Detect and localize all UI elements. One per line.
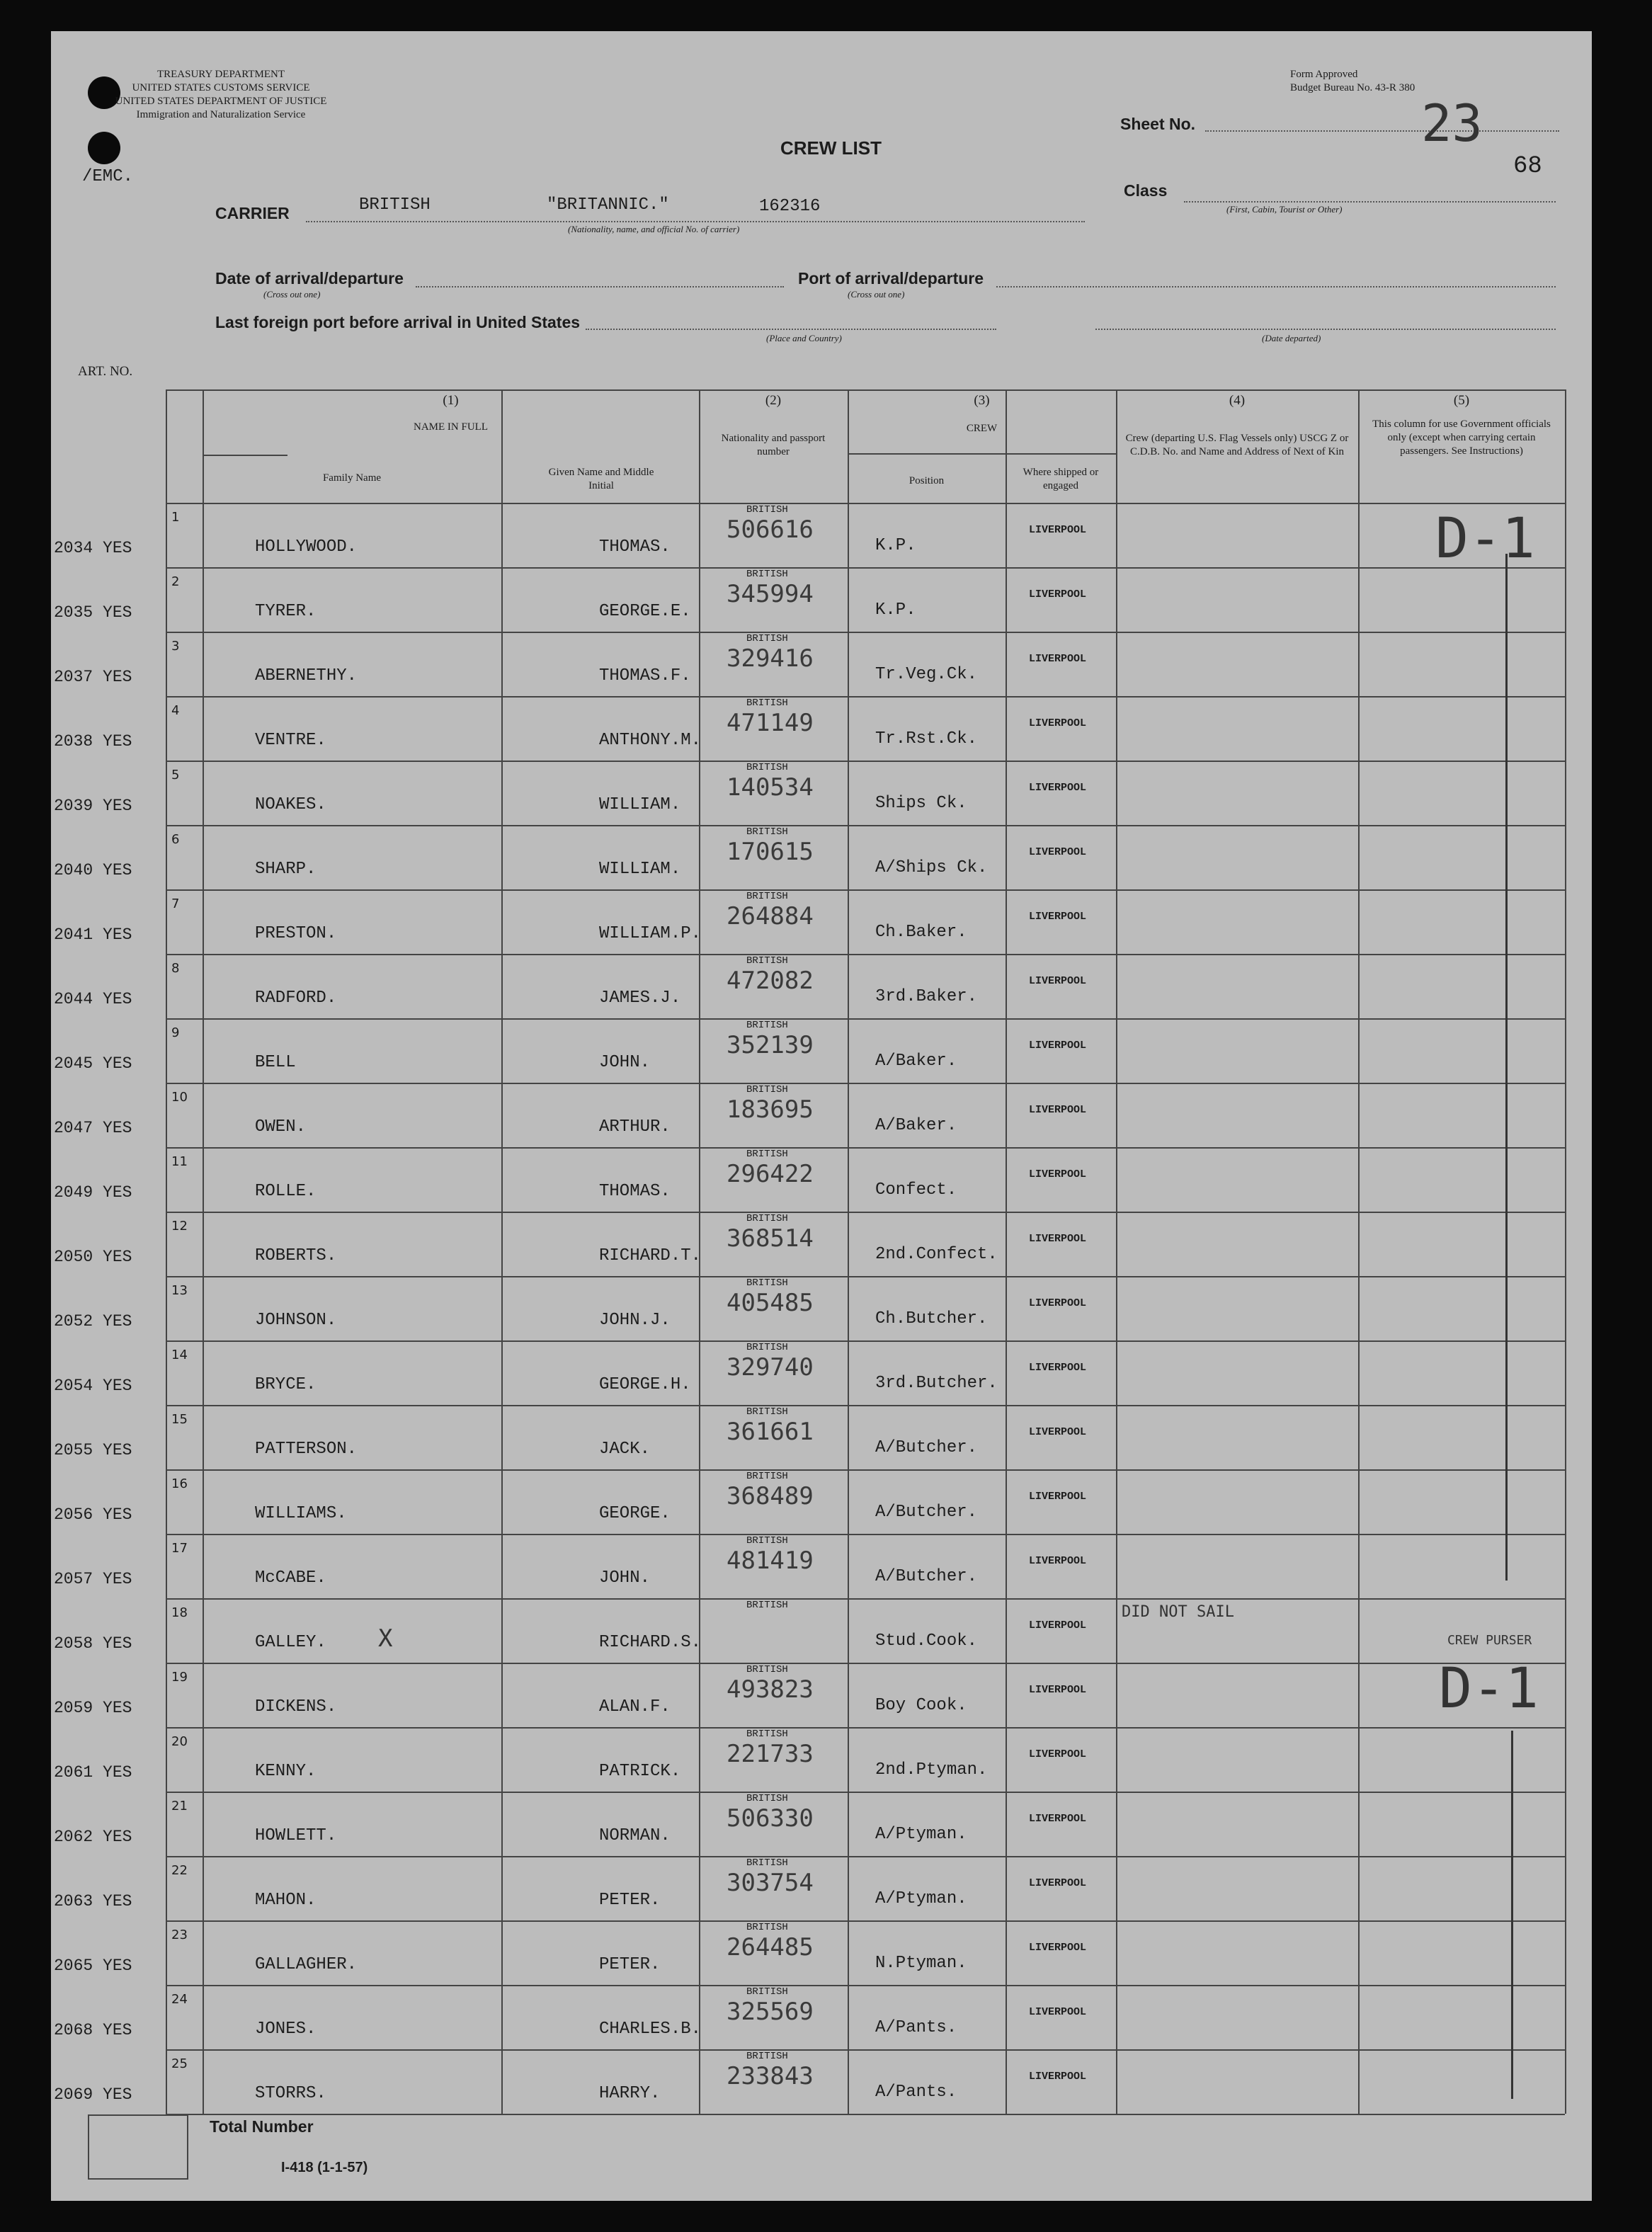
family-name: OWEN.: [255, 1117, 307, 1137]
given-name: NORMAN.: [599, 1826, 671, 1845]
passport-number: 368514: [727, 1224, 814, 1253]
line-number: 20: [171, 1734, 188, 1749]
sheet-underline: [1205, 130, 1559, 132]
shipped-port: LIVERPOOL: [1029, 1104, 1087, 1116]
given-name: WILLIAM.: [599, 860, 681, 879]
d1-mark-bottom: D-1: [1439, 1657, 1539, 1721]
nationality: BRITISH: [746, 1277, 788, 1289]
nationality: BRITISH: [746, 826, 788, 838]
art-number: 2037 YES: [54, 668, 132, 686]
nationality: BRITISH: [746, 1922, 788, 1933]
line-number: 15: [171, 1412, 188, 1427]
shipped-port: LIVERPOOL: [1029, 653, 1087, 665]
crew-position: K.P.: [875, 536, 916, 555]
page-title: CREW LIST: [780, 137, 882, 159]
col1-number: (1): [443, 393, 459, 408]
crew-position: Tr.Veg.Ck.: [875, 665, 978, 684]
crew-position: Confect.: [875, 1180, 957, 1200]
art-number: 2045 YES: [54, 1054, 132, 1073]
col3-number: (3): [974, 393, 990, 408]
art-number: 2063 YES: [54, 1892, 132, 1911]
crew-purser-note: CREW PURSER: [1447, 1633, 1532, 1648]
shipped-port: LIVERPOOL: [1029, 1233, 1087, 1245]
given-name: GEORGE.E.: [599, 602, 691, 621]
line-number: 1: [171, 510, 180, 525]
position-header: Position: [908, 475, 945, 486]
class-hint: (First, Cabin, Tourist or Other): [1226, 204, 1343, 215]
nationality: BRITISH: [746, 1149, 788, 1160]
date-departed-underline: [1095, 329, 1556, 330]
bracket-line-top: [1505, 554, 1508, 1581]
nationality: BRITISH: [746, 1857, 788, 1869]
row-divider: [166, 1534, 1565, 1535]
dept-line: TREASURY DEPARTMENT: [156, 69, 285, 80]
row-divider: [166, 1276, 1565, 1277]
given-name: RICHARD.S.: [599, 1633, 702, 1652]
family-name: JONES.: [255, 2020, 317, 2039]
shipped-port: LIVERPOOL: [1029, 1040, 1087, 1052]
shipped-port: LIVERPOOL: [1029, 1362, 1087, 1374]
art-number: 2065 YES: [54, 1957, 132, 1975]
nationality: BRITISH: [746, 1213, 788, 1224]
crew-position: Ch.Baker.: [875, 923, 967, 942]
crew-position: A/Butcher.: [875, 1438, 978, 1457]
family-name: BRYCE.: [255, 1375, 317, 1394]
art-no-header: ART. NO.: [78, 364, 133, 379]
passport-number: 329416: [727, 644, 814, 673]
family-name: GALLAGHER.: [255, 1955, 358, 1974]
port-underline: [996, 286, 1556, 287]
family-name: McCABE.: [255, 1568, 326, 1588]
given-name: ANTHONY.M.: [599, 731, 702, 750]
family-name: NOAKES.: [255, 795, 326, 814]
carrier-label: CARRIER: [215, 204, 290, 222]
crew-position: 2nd.Confect.: [875, 1245, 998, 1264]
shipped-port: LIVERPOOL: [1029, 1491, 1087, 1503]
nationality: BRITISH: [746, 2051, 788, 2062]
row-divider: [166, 954, 1565, 955]
form-number: I-418 (1-1-57): [281, 2160, 368, 2175]
passport-number: 481419: [727, 1547, 814, 1575]
line-number: 7: [171, 896, 180, 911]
line-number: 5: [171, 768, 180, 782]
family-name: MAHON.: [255, 1891, 317, 1910]
nationality: BRITISH: [746, 1986, 788, 1998]
total-number-box: [88, 2114, 188, 2180]
row-divider: [166, 1083, 1565, 1084]
nationality: BRITISH: [746, 569, 788, 580]
line-number: 9: [171, 1025, 180, 1040]
row-divider: [166, 696, 1565, 698]
given-name: THOMAS.: [599, 537, 671, 557]
given-name: ARTHUR.: [599, 1117, 671, 1137]
given-name: PETER.: [599, 1955, 661, 1974]
crew-list-sheet: [51, 31, 1592, 2201]
line-number: 2: [171, 574, 180, 589]
shipped-port: LIVERPOOL: [1029, 1813, 1087, 1825]
family-name: DICKENS.: [255, 1697, 337, 1716]
line-number: 21: [171, 1799, 188, 1814]
dept-line: Immigration and Naturalization Service: [136, 109, 306, 120]
crew-position: A/Baker.: [875, 1116, 957, 1135]
art-number: 2069 YES: [54, 2085, 132, 2104]
passport-number: 361661: [727, 1418, 814, 1446]
line-number: 10: [171, 1090, 188, 1105]
col4-number: (4): [1229, 393, 1246, 408]
given-name-header: Given Name and Middle Initial: [548, 467, 654, 491]
nationality: BRITISH: [746, 1471, 788, 1482]
crew-position: Ch.Butcher.: [875, 1309, 988, 1328]
row-divider: [166, 761, 1565, 762]
art-number: 2062 YES: [54, 1828, 132, 1846]
d1-mark-top: D-1: [1435, 507, 1535, 571]
passport-number: 140534: [727, 773, 814, 802]
passport-number: 170615: [727, 838, 814, 866]
line-number: 11: [171, 1154, 188, 1169]
row-divider: [166, 825, 1565, 826]
shipped-port: LIVERPOOL: [1029, 717, 1087, 729]
line-number: 14: [171, 1348, 188, 1362]
row-divider: [166, 1985, 1565, 1986]
carrier-name: "BRITANNIC.": [547, 195, 669, 215]
row-divider: [166, 1856, 1565, 1857]
art-number: 2039 YES: [54, 797, 132, 815]
col5-title: This column for use Government officials only (except when carrying certain passengers. See Instructions): [1372, 418, 1551, 457]
shipped-port: LIVERPOOL: [1029, 975, 1087, 987]
line-number: 13: [171, 1283, 188, 1298]
row-divider: [166, 2049, 1565, 2051]
date-hint: (Cross out one): [263, 289, 321, 300]
passport-number: 472082: [727, 967, 814, 995]
family-name: ROBERTS.: [255, 1246, 337, 1265]
family-name: ROLLE.: [255, 1182, 317, 1201]
crew-position: Ships Ck.: [875, 794, 967, 813]
nationality: BRITISH: [746, 1020, 788, 1031]
line-number: 12: [171, 1219, 188, 1234]
page-number: 68: [1513, 153, 1542, 180]
date-label: Date of arrival/departure: [215, 269, 404, 287]
passport-number: 506330: [727, 1804, 814, 1833]
line-number: 24: [171, 1992, 188, 2007]
row-divider: [166, 889, 1565, 891]
department-block: [115, 68, 327, 122]
family-name-header: Family Name: [322, 472, 382, 484]
art-number: 2034 YES: [54, 539, 132, 557]
shipped-port: LIVERPOOL: [1029, 1555, 1087, 1567]
crew-position: A/Pants.: [875, 2083, 957, 2102]
row-divider: [166, 1469, 1565, 1471]
given-name: ALAN.F.: [599, 1697, 671, 1716]
shipped-port: LIVERPOOL: [1029, 1748, 1087, 1760]
art-number: 2057 YES: [54, 1570, 132, 1588]
passport-number: 506616: [727, 516, 814, 544]
shipped-port: LIVERPOOL: [1029, 588, 1087, 600]
form-approved: Form Approved: [1290, 69, 1358, 80]
line-number: 16: [171, 1476, 188, 1491]
crew-position: 3rd.Baker.: [875, 987, 978, 1006]
shipped-port: LIVERPOOL: [1029, 782, 1087, 794]
line-number: 3: [171, 639, 180, 654]
nationality: BRITISH: [746, 762, 788, 773]
family-name: VENTRE.: [255, 731, 326, 750]
carrier-underline: [306, 221, 1085, 222]
row-divider: [166, 1212, 1565, 1213]
family-name: BELL: [255, 1053, 296, 1072]
art-number: 2044 YES: [54, 990, 132, 1008]
col1-title: NAME IN FULL: [414, 421, 488, 433]
shipped-port: LIVERPOOL: [1029, 1877, 1087, 1889]
given-name: JOHN.J.: [599, 1311, 671, 1330]
line-number: 23: [171, 1928, 188, 1942]
passport-number: 405485: [727, 1289, 814, 1317]
shipped-port: LIVERPOOL: [1029, 1168, 1087, 1180]
carrier-hint: (Nationality, name, and official No. of carrier): [568, 224, 740, 234]
given-name: PATRICK.: [599, 1762, 681, 1781]
passport-number: 325569: [727, 1998, 814, 2026]
last-port-label: Last foreign port before arrival in United States: [215, 313, 581, 331]
crew-header: CREW: [966, 423, 998, 434]
carrier-nationality: BRITISH: [359, 195, 431, 215]
given-name: JAMES.J.: [599, 989, 681, 1008]
crew-position: Stud.Cook.: [875, 1632, 978, 1651]
family-name: RADFORD.: [255, 989, 337, 1008]
place-hint: (Place and Country): [766, 333, 842, 343]
nationality: BRITISH: [746, 891, 788, 902]
passport-number: 264884: [727, 902, 814, 930]
crew-position: N.Ptyman.: [875, 1954, 967, 1973]
nationality: BRITISH: [746, 1342, 788, 1353]
family-name: SHARP.: [255, 860, 317, 879]
passport-number: 352139: [727, 1031, 814, 1059]
line-number: 19: [171, 1670, 188, 1685]
family-name: JOHNSON.: [255, 1311, 337, 1330]
art-number: 2068 YES: [54, 2021, 132, 2039]
shipped-port: LIVERPOOL: [1029, 1684, 1087, 1696]
passport-number: 329740: [727, 1353, 814, 1382]
crew-position: A/Ptyman.: [875, 1825, 967, 1844]
row-divider: [166, 1792, 1565, 1793]
sheet-number: 23: [1421, 93, 1483, 153]
crew-table: [54, 389, 1565, 2114]
crew-position: A/Baker.: [875, 1052, 957, 1071]
row-divider: [166, 1018, 1565, 1020]
shipped-port: LIVERPOOL: [1029, 2006, 1087, 2018]
row-divider: [166, 567, 1565, 569]
passport-number: 471149: [727, 709, 814, 737]
nationality: BRITISH: [746, 504, 788, 516]
given-name: WILLIAM.: [599, 795, 681, 814]
dept-line: UNITED STATES DEPARTMENT OF JUSTICE: [115, 96, 327, 107]
sheet-label: Sheet No.: [1120, 115, 1196, 133]
art-number: 2049 YES: [54, 1183, 132, 1202]
family-name: GALLEY.: [255, 1633, 326, 1652]
art-number: 2035 YES: [54, 603, 132, 622]
did-not-sail-note: DID NOT SAIL: [1122, 1603, 1234, 1621]
passport-number: 264485: [727, 1933, 814, 1961]
port-hint: (Cross out one): [848, 289, 905, 300]
class-label: Class: [1124, 181, 1168, 200]
reference-code: /EMC.: [82, 167, 134, 186]
art-number: 2038 YES: [54, 732, 132, 751]
budget-bureau: Budget Bureau No. 43-R 380: [1290, 82, 1415, 93]
carrier-official-number: 162316: [759, 197, 821, 216]
line-number: 22: [171, 1863, 188, 1878]
row-divider: [166, 1920, 1565, 1922]
art-number: 2040 YES: [54, 861, 132, 879]
nationality: BRITISH: [746, 1793, 788, 1804]
given-name: THOMAS.: [599, 1182, 671, 1201]
line-number: 4: [171, 703, 180, 718]
crew-position: K.P.: [875, 600, 916, 620]
shipped-port: LIVERPOOL: [1029, 911, 1087, 923]
family-name: PATTERSON.: [255, 1440, 358, 1459]
row-divider: [166, 1340, 1565, 1342]
nationality: BRITISH: [746, 633, 788, 644]
given-name: JOHN.: [599, 1053, 651, 1072]
nationality: BRITISH: [746, 1729, 788, 1740]
given-name: JOHN.: [599, 1568, 651, 1588]
crew-position: 3rd.Butcher.: [875, 1374, 998, 1393]
art-number: 2056 YES: [54, 1505, 132, 1524]
passport-number: 303754: [727, 1869, 814, 1897]
given-name: HARRY.: [599, 2084, 661, 2103]
crew-position: A/Ptyman.: [875, 1889, 967, 1908]
row-divider: [166, 1663, 1565, 1664]
family-name: HOLLYWOOD.: [255, 537, 358, 557]
passport-number: 493823: [727, 1675, 814, 1704]
date-departed-hint: (Date departed): [1262, 333, 1321, 343]
port-label: Port of arrival/departure: [798, 269, 984, 287]
line-number: 8: [171, 961, 180, 976]
form-approved-block: [1290, 68, 1415, 95]
row-divider: [166, 1147, 1565, 1149]
art-number: 2041 YES: [54, 926, 132, 944]
nationality: BRITISH: [746, 1406, 788, 1418]
crew-position: A/Butcher.: [875, 1567, 978, 1586]
dept-line: UNITED STATES CUSTOMS SERVICE: [132, 82, 310, 93]
row-divider: [166, 1405, 1565, 1406]
family-name: STORRS.: [255, 2084, 326, 2103]
passport-number: 296422: [727, 1160, 814, 1188]
given-name: RICHARD.T.: [599, 1246, 702, 1265]
col5-number: (5): [1453, 393, 1470, 408]
class-underline: [1184, 201, 1556, 203]
passport-number: 368489: [727, 1482, 814, 1510]
nationality: BRITISH: [746, 1664, 788, 1675]
art-number: 2059 YES: [54, 1699, 132, 1717]
nationality: BRITISH: [746, 698, 788, 709]
passport-number: 233843: [727, 2062, 814, 2090]
punch-hole: [88, 132, 120, 164]
shipped-port: LIVERPOOL: [1029, 524, 1087, 536]
art-number: 2052 YES: [54, 1312, 132, 1331]
passport-number: 221733: [727, 1740, 814, 1768]
nationality: BRITISH: [746, 1600, 788, 1611]
given-name: THOMAS.F.: [599, 666, 691, 685]
nationality-header: Nationality and passport number: [721, 433, 826, 457]
art-number: 2050 YES: [54, 1248, 132, 1266]
line-number: 17: [171, 1541, 188, 1556]
crew-position: 2nd.Ptyman.: [875, 1760, 988, 1780]
given-name: PETER.: [599, 1891, 661, 1910]
shipped-port: LIVERPOOL: [1029, 1942, 1087, 1954]
bracket-line-bottom: [1511, 1731, 1513, 2099]
shipped-port: LIVERPOOL: [1029, 1426, 1087, 1438]
nationality: BRITISH: [746, 1084, 788, 1095]
col4-title: Crew (departing U.S. Flag Vessels only) USCG Z or C.D.B. No. and Name and Address of Next of Kin: [1125, 433, 1349, 457]
shipped-port: LIVERPOOL: [1029, 846, 1087, 858]
crew-position: A/Butcher.: [875, 1503, 978, 1522]
line-number: 18: [171, 1605, 188, 1620]
art-number: 2055 YES: [54, 1441, 132, 1459]
given-name: CHARLES.B.: [599, 2020, 702, 2039]
crew-position: A/Ships Ck.: [875, 858, 988, 877]
art-number: 2058 YES: [54, 1634, 132, 1653]
shipped-port: LIVERPOOL: [1029, 2071, 1087, 2083]
family-name: KENNY.: [255, 1762, 317, 1781]
given-name: GEORGE.: [599, 1504, 671, 1523]
line-number: 6: [171, 832, 180, 847]
given-name: GEORGE.H.: [599, 1375, 691, 1394]
passport-number: 345994: [727, 580, 814, 608]
crew-position: Boy Cook.: [875, 1696, 967, 1715]
shipped-header: Where shipped or engaged: [1022, 467, 1099, 491]
crew-position: Tr.Rst.Ck.: [875, 729, 978, 748]
nationality: BRITISH: [746, 955, 788, 967]
galley-cross-mark: X: [378, 1624, 393, 1653]
family-name: WILLIAMS.: [255, 1504, 347, 1523]
given-name: JACK.: [599, 1440, 651, 1459]
nationality: BRITISH: [746, 1535, 788, 1547]
line-number: 25: [171, 2056, 188, 2071]
crew-position: A/Pants.: [875, 2018, 957, 2037]
total-number-label: Total Number: [210, 2117, 314, 2136]
row-divider: [166, 1727, 1565, 1729]
art-number: 2054 YES: [54, 1377, 132, 1395]
row-divider: [166, 1598, 1565, 1600]
art-number: 2047 YES: [54, 1119, 132, 1137]
row-divider: [166, 632, 1565, 633]
passport-number: 183695: [727, 1095, 814, 1124]
family-name: ABERNETHY.: [255, 666, 358, 685]
shipped-port: LIVERPOOL: [1029, 1297, 1087, 1309]
art-number: 2061 YES: [54, 1763, 132, 1782]
last-port-underline: [586, 329, 996, 330]
given-name: WILLIAM.P.: [599, 924, 702, 943]
shipped-port: LIVERPOOL: [1029, 1619, 1087, 1632]
col2-number: (2): [765, 393, 782, 408]
date-underline: [416, 286, 784, 287]
family-name: TYRER.: [255, 602, 317, 621]
family-name: HOWLETT.: [255, 1826, 337, 1845]
family-name: PRESTON.: [255, 924, 337, 943]
